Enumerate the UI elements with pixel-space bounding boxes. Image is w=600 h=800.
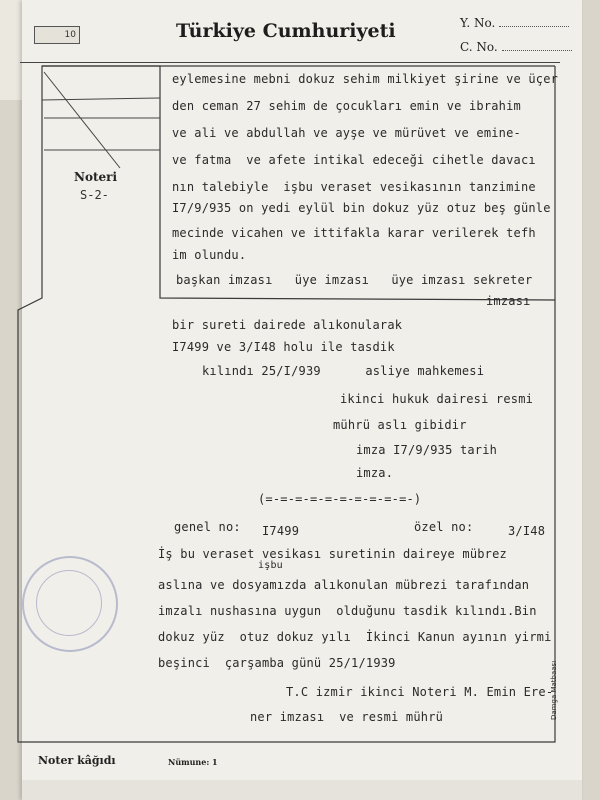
body-line: işbu — [258, 560, 283, 571]
body-line: imza. — [356, 466, 394, 480]
body-line: I7499 ve 3/I48 holu ile tasdik — [172, 340, 395, 354]
body-line: nın talebiyle işbu veraset vesikasının tanzimine — [172, 180, 536, 194]
bottom-margin — [22, 780, 582, 800]
body-line: aslına ve dosyamızda alıkonulan mübrezi tarafından — [158, 578, 530, 592]
body-line: ve ali ve abdullah ve ayşe ve mürüvet ve emine- — [172, 126, 521, 140]
body-line: den ceman 27 sehim de çocukları emin ve ibrahim — [172, 99, 521, 113]
body-line: İş bu veraset vesikası suretinin daireye mübrez — [158, 547, 507, 561]
body-line: bir sureti dairede alıkonularak — [172, 318, 403, 332]
noteri-label: Noteri — [74, 170, 118, 184]
footer-sample-label: Nümune: 1 — [168, 757, 218, 767]
body-line: imzalı nushasına uygun olduğunu tasdik kılındı.Bin — [158, 604, 537, 618]
body-line: özel no: — [414, 520, 474, 534]
body-line: mührü aslı gibidir — [333, 418, 467, 432]
noteri-number: S-2- — [80, 188, 109, 202]
body-line: im olundu. — [172, 248, 247, 262]
body-line: imzası — [486, 294, 531, 308]
printer-imprint: Damga Matbaası — [550, 660, 558, 720]
notary-seal — [22, 556, 118, 652]
body-line: ikinci hukuk dairesi resmi — [340, 392, 534, 406]
body-line: başkan imzası üye imzası üye imzası sekreter — [176, 273, 533, 287]
corner-stamp: 10 — [34, 26, 80, 44]
body-line: (=-=-=-=-=-=-=-=-=-=-) — [258, 492, 422, 506]
body-line: T.C izmir ikinci Noteri M. Emin Ere- — [286, 685, 554, 699]
body-line: imza I7/9/935 tarih — [356, 443, 498, 457]
body-line: beşinci çarşamba günü 25/1/1939 — [158, 656, 396, 670]
body-line: genel no: — [174, 520, 241, 534]
y-no-label: Y. No. — [460, 16, 496, 30]
body-line: eylemesine mebni dokuz sehim milkiyet şirine ve üçer — [172, 72, 559, 86]
footer-paper-label: Noter kâğıdı — [38, 754, 116, 767]
document-title: Türkiye Cumhuriyeti — [176, 20, 396, 42]
body-line: 3/I48 — [508, 524, 546, 538]
body-line: dokuz yüz otuz dokuz yılı İkinci Kanun ayının yirmi — [158, 630, 552, 644]
body-line: ve fatma ve afete intikal edeceği cihetle davacı — [172, 153, 536, 167]
body-line: mecinde vicahen ve ittifakla karar verilerek tefh — [172, 226, 536, 240]
body-line: I7/9/935 on yedi eylül bin dokuz yüz otuz beş günle — [172, 201, 551, 215]
c-no-label: C. No. — [460, 40, 498, 54]
body-line: kılındı 25/I/939 asliye mahkemesi — [202, 364, 485, 378]
body-line: ner imzası ve resmi mührü — [250, 710, 444, 724]
body-line: I7499 — [262, 524, 300, 538]
